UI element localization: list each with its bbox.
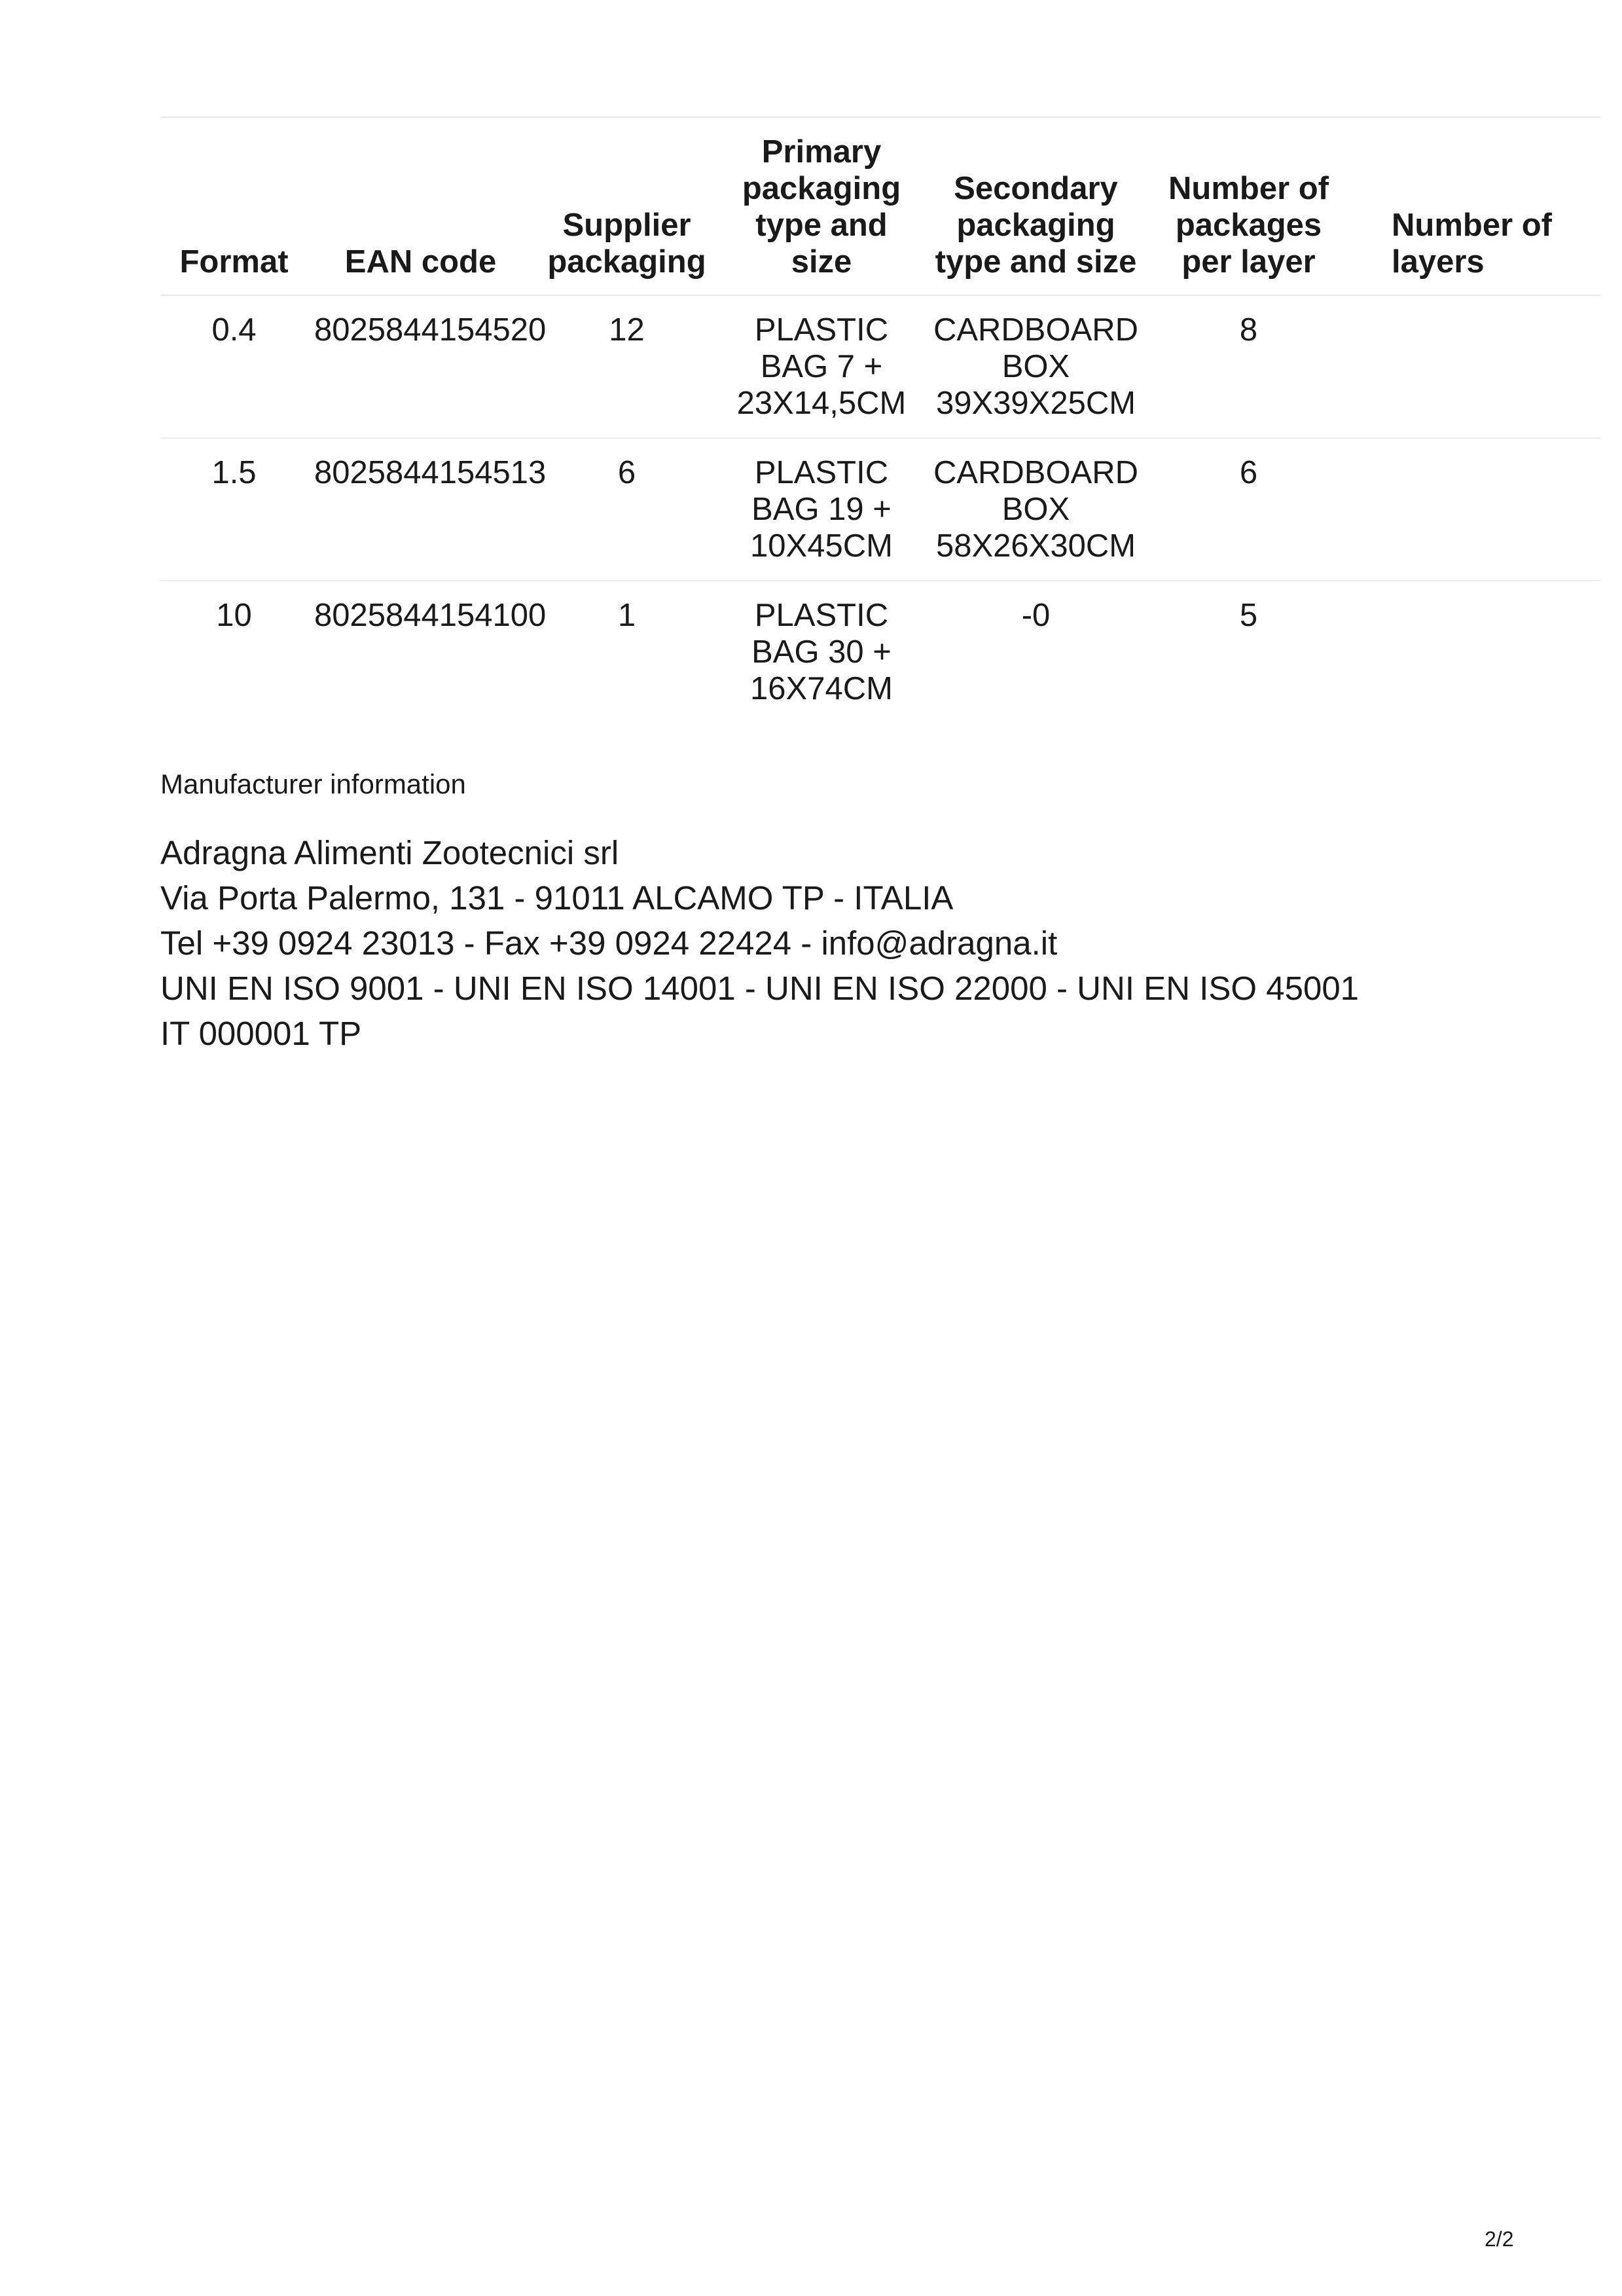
cell-supplier-packaging: 1 — [617, 598, 636, 633]
table-row — [160, 295, 1600, 438]
cell-ean-code: 8025844154513 — [308, 438, 533, 581]
cell-secondary-packaging: CARDBOARD BOX 39X39X25CM — [923, 295, 1149, 438]
cell-packages-per-layer: 6 — [1149, 438, 1348, 581]
header-primary-packaging: Primary packaging type and size — [720, 117, 923, 295]
cell-primary-packaging: PLASTIC BAG 19 + 10X45CM — [720, 438, 923, 581]
header-format: Format — [160, 117, 308, 295]
packaging-table — [160, 117, 1600, 723]
manufacturer-information-block — [160, 830, 1359, 1056]
cell-packages-per-layer: 8 — [1149, 295, 1348, 438]
manufacturer-certifications: UNI EN ISO 9001 - UNI EN ISO 14001 - UNI EN ISO 22000 - UNI EN ISO 45001 — [160, 970, 1360, 1007]
header-secondary-packaging: Secondary packaging type and size — [923, 117, 1149, 295]
manufacturer-approval-code: IT 000001 TP — [160, 1015, 362, 1052]
manufacturer-address: Via Porta Palermo, 131 - 91011 ALCAMO TP - ITALIA — [160, 879, 954, 917]
packaging-table-container — [160, 117, 1552, 723]
cell-format: 0.4 — [160, 295, 308, 438]
cell-secondary-packaging: -0 — [1021, 598, 1051, 633]
header-number-of-layers: Number of layers — [1348, 117, 1600, 295]
manufacturer-contacts: Tel +39 0924 23013 - Fax +39 0924 22424 - info@adragna.it — [160, 924, 1058, 962]
cell-secondary-packaging: CARDBOARD BOX 58X26X30CM — [923, 438, 1149, 581]
cell-primary-packaging: PLASTIC BAG 7 + 23X14,5CM — [720, 295, 923, 438]
cell-ean-code: 8025844154520 — [308, 295, 533, 438]
cell-number-of-layers — [1348, 438, 1600, 581]
cell-primary-packaging: PLASTIC BAG 30 + 16X74CM — [750, 598, 893, 706]
cell-format: 1.5 — [160, 438, 308, 581]
cell-ean-code: 8025844154100 — [314, 598, 547, 633]
header-supplier-packaging: Supplier packaging — [533, 117, 720, 295]
cell-number-of-layers — [1348, 581, 1600, 723]
manufacturer-information-label: Manufacturer information — [160, 769, 466, 799]
cell-format: 10 — [216, 598, 252, 633]
page-number: 2/2 — [1485, 2227, 1514, 2251]
cell-supplier-packaging: 6 — [533, 438, 720, 581]
cell-supplier-packaging: 12 — [533, 295, 720, 438]
table-row — [160, 581, 1600, 723]
manufacturer-company-name: Adragna Alimenti Zootecnici srl — [160, 834, 619, 871]
cell-number-of-layers — [1348, 295, 1600, 438]
table-header-row — [160, 117, 1600, 295]
table-row — [160, 438, 1600, 581]
header-ean-code: EAN code — [308, 117, 533, 295]
cell-packages-per-layer: 5 — [1239, 598, 1258, 633]
header-packages-per-layer: Number of packages per layer — [1149, 117, 1348, 295]
